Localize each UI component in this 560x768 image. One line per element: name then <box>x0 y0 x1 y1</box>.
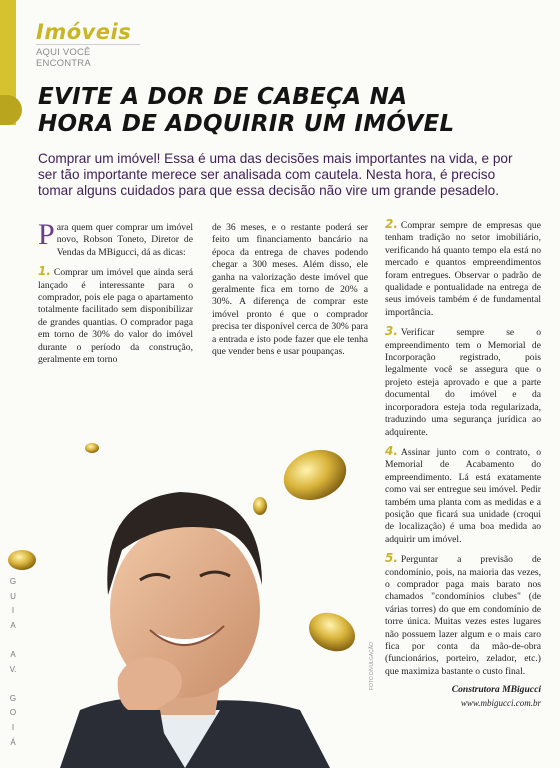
tip-2 <box>385 218 541 319</box>
tip-number: 1. <box>38 264 51 279</box>
tip-3 <box>385 325 541 439</box>
credit-url: www.mbigucci.com.br <box>460 697 541 708</box>
intro-text: ara quem quer comprar um imóvel novo, Robson Toneto, Diretor de Vendas da MBigucci, dá as dicas: <box>56 222 193 258</box>
left-accent-notch <box>0 95 22 125</box>
intro-paragraph <box>38 218 193 259</box>
article-column-2 <box>212 222 368 364</box>
headline-line-2: HORA DE ADQUIRIR UM IMÓVEL <box>38 111 455 137</box>
tip-number: 2. <box>385 217 398 231</box>
article-column-1 <box>38 218 193 372</box>
credit-name: Construtora MBigucci <box>451 684 541 696</box>
tip-1 <box>38 265 193 366</box>
tip-number: 3. <box>385 324 398 339</box>
tip-number: 5. <box>385 551 398 566</box>
tip-1-continued: de 36 meses, e o restante poderá ser feito um financiamento bancário na época da entrega de chaves podendo chegar a 300 meses. Além disso, ele ganha na valorização deste imóvel que geralmente fica em torno de 20% a 30%. A diferença de comprar este imóvel pronto é que o comprador precisa ter disponível cerca de 30% para a entrada e isto pode fazer que ele tenha que vender bens e usar poupanças. <box>212 222 368 358</box>
tip-text: Verificar sempre se o empreendimento tem o Memorial de Incorporação registrado, pois legalmente você se assegura que o projeto esteja aprovado e que a parte documental do imóvel e da incorporadora esteja toda regularizada, traduzindo uma segurança jurídica ao adquirente. <box>385 327 541 438</box>
headline <box>38 84 538 138</box>
tip-number: 4. <box>385 443 398 458</box>
headline-line-1: EVITE A DOR DE CABEÇA NA <box>38 84 408 110</box>
tip-text: Comprar sempre de empresas que tenham tradição no setor imobiliário, verificando há quanto tempo ela está no mercado e quantos empreendimentos foram entregues. Observar o padrão de qualidade e pontualidade na entrega de seus imóveis também é de fundamental importância. <box>385 220 541 318</box>
tip-text: Assinar junto com o contrato, o Memorial de Acabamento do empreendimento. Lá está exatamente como vai ser entregue seu imóvel. Pedir também uma planta com as medidas e a posição que ficará sua unidade (croqui de localização) é uma boa medida ao adquirir um imóvel. <box>385 446 541 545</box>
section-title: Imóveis <box>36 20 132 44</box>
tip-text: Comprar um imóvel que ainda será lançado é interessante para o comprador, pois ele paga o apartamento totalmente facilitado sem disponibilizar de grandes quantias. O comprador paga em torno de 30% do valor do imóvel durante o período da construção, geralmente em torno <box>38 267 193 366</box>
lead-paragraph: Comprar um imóvel! Essa é uma das decisões mais importantes na vida, e por ser tão importante merece ser analisada com cautela. Nesta hora, é preciso tomar alguns cuidados para que essa decisão não vire um grande pesadelo. <box>38 151 513 198</box>
photo-credit: FOTO DIVULGAÇÃO <box>369 642 375 690</box>
tip-5 <box>385 552 541 678</box>
man-thinking-photo <box>0 410 380 768</box>
side-label: G U I A A V. G O I Á <box>9 577 17 747</box>
article-column-3 <box>385 218 541 709</box>
tip-text: Perguntar a previsão de condomínio, pois, na maioria das vezes, o comprador paga mais barato nos chamados "condomínios clubes" (de várias torres) do que em condomínio de torre única. Muitas vezes estes lugares não possuem lazer algum e o mais caro fica por conta da mão-de-obra (funcionários, porteiro, zelador, etc.) que maximiza bastante o custo final. <box>385 554 541 677</box>
drop-cap: P <box>38 218 55 251</box>
section-subtitle: AQUI VOCÊ ENCONTRA <box>36 44 140 69</box>
tip-4 <box>385 445 541 546</box>
section-header <box>36 20 140 69</box>
